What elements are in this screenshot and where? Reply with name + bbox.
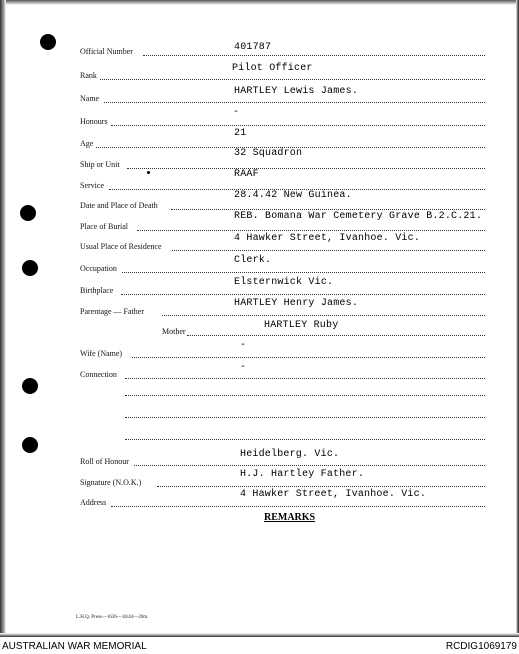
honours-value: - (233, 107, 240, 118)
punch-hole-icon (20, 205, 36, 221)
wife-value: - (240, 340, 247, 351)
scan-border-top (0, 0, 519, 5)
dotted-line (125, 439, 485, 440)
ink-dot (147, 171, 150, 174)
signature-label: Signature (N.O.K.) (80, 478, 142, 487)
dotted-line (125, 378, 485, 379)
father-value: HARTLEY Henry James. (234, 298, 359, 309)
dotted-line (122, 272, 485, 273)
ship-unit-value: 32 Squadron (234, 148, 303, 159)
ship-unit-label: Ship or Unit (80, 160, 120, 169)
occupation-value: Clerk. (234, 255, 272, 266)
remarks-heading: REMARKS (264, 512, 316, 523)
rank-label: Rank (80, 71, 97, 80)
burial-value: REB. Bomana War Cemetery Grave B.2.C.21. (234, 211, 483, 222)
birthplace-label: Birthplace (80, 286, 114, 295)
dotted-line (100, 79, 485, 80)
punch-hole-icon (22, 260, 38, 276)
dotted-line (125, 395, 485, 396)
dotted-line (172, 250, 485, 251)
wife-label: Wife (Name) (80, 349, 123, 358)
dotted-line (187, 335, 485, 336)
dotted-line (104, 102, 485, 103)
dotted-line (127, 168, 485, 169)
death-value: 28.4.42 New Guinea. (234, 190, 352, 201)
signature-value: H.J. Hartley Father. (240, 469, 365, 480)
residence-value: 4 Hawker Street, Ivanhoe. Vic. (234, 233, 421, 244)
dotted-line (137, 230, 485, 231)
mother-value: HARTLEY Ruby (264, 320, 339, 331)
rank-value: Pilot Officer (232, 63, 313, 74)
mother-label: Mother (162, 327, 186, 336)
residence-label: Usual Place of Residence (80, 242, 162, 251)
address-label: Address (80, 498, 107, 507)
dotted-line (162, 315, 485, 316)
name-label: Name (80, 94, 100, 103)
name-value: HARTLEY Lewis James. (234, 86, 359, 97)
connection-value: - (240, 362, 247, 373)
age-label: Age (80, 139, 94, 148)
service-label: Service (80, 181, 104, 190)
printer-note: L.H.Q. Press—1636—18/44—20m. (76, 615, 149, 620)
official-number-label: Official Number (80, 47, 133, 56)
honours-label: Honours (80, 117, 108, 126)
dotted-line (111, 125, 485, 126)
punch-hole-icon (40, 34, 56, 50)
dotted-line (111, 506, 485, 507)
burial-label: Place of Burial (80, 222, 128, 231)
punch-hole-icon (22, 378, 38, 394)
dotted-line (121, 294, 485, 295)
connection-label: Connection (80, 370, 117, 379)
dotted-line (125, 417, 485, 418)
address-value: 4 Hawker Street, Ivanhoe. Vic. (240, 489, 427, 500)
record-id: RCDIG1069179 (445, 641, 517, 652)
archive-caption: AUSTRALIAN WAR MEMORIAL (2, 641, 147, 652)
dotted-line (134, 465, 485, 466)
dotted-line (143, 55, 485, 56)
dotted-line (171, 209, 485, 210)
roll-of-honour-value: Heidelberg. Vic. (240, 449, 340, 460)
dotted-line (132, 357, 485, 358)
roll-of-honour-label: Roll of Honour (80, 457, 129, 466)
punch-hole-icon (22, 437, 38, 453)
age-value: 21 (234, 128, 247, 139)
service-value: RAAF (234, 169, 259, 180)
official-number-value: 401787 (234, 42, 272, 53)
scan-border-left (0, 0, 6, 637)
father-label: Parentage — Father (80, 307, 144, 316)
birthplace-value: Elsternwick Vic. (234, 277, 334, 288)
death-label: Date and Place of Death (80, 201, 158, 210)
dotted-line (157, 486, 485, 487)
occupation-label: Occupation (80, 264, 117, 273)
